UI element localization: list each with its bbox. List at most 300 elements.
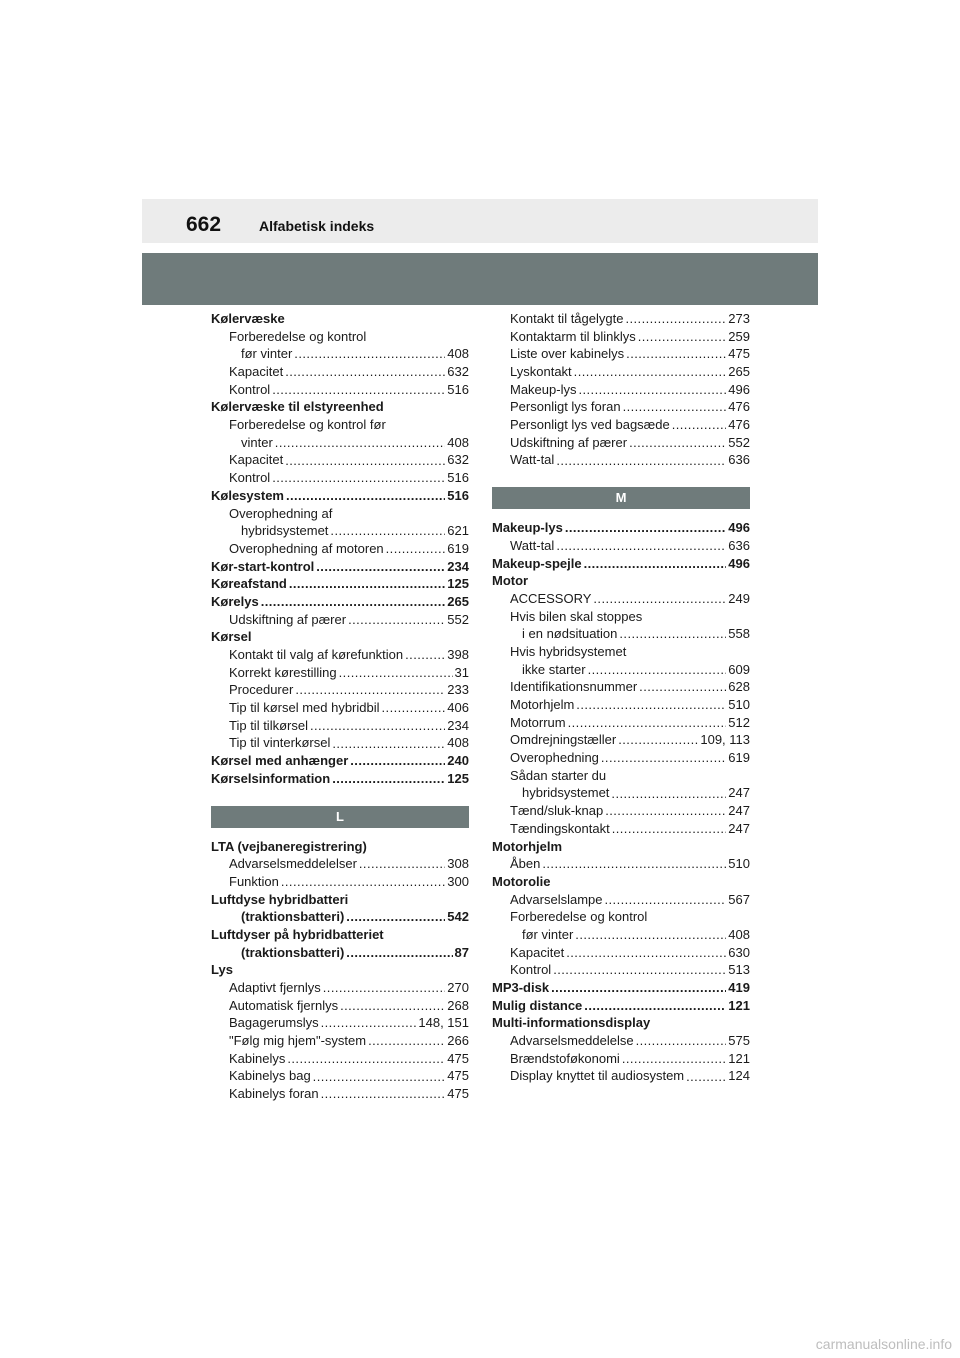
- index-entry-page: 475: [447, 1068, 469, 1084]
- index-entry-page: 234: [447, 558, 469, 574]
- index-entry-label: Liste over kabinelys: [510, 346, 625, 362]
- index-entry-label: Kørselsinformation: [211, 770, 331, 786]
- dot-leader: [575, 926, 726, 944]
- index-entry: [492, 1032, 750, 1050]
- dot-leader: [386, 540, 446, 558]
- index-entry-label: Hvis bilen skal stoppes: [510, 608, 643, 624]
- index-entry-page: 496: [728, 381, 750, 397]
- dot-leader: [686, 1068, 726, 1086]
- index-entry: [492, 519, 750, 537]
- index-entry: [492, 572, 750, 590]
- index-entry: [211, 770, 469, 788]
- index-entry: [492, 802, 750, 820]
- index-entry-label: Bagagerumslys: [229, 1015, 319, 1031]
- index-entry-label: Åben: [510, 856, 541, 872]
- dot-leader: [368, 1032, 445, 1050]
- index-entry-page: 567: [728, 891, 750, 907]
- dot-leader: [323, 979, 446, 997]
- index-entry-label: Kontrol: [229, 470, 271, 486]
- index-entry: [492, 310, 750, 328]
- index-entry: [492, 416, 750, 434]
- index-entry: [492, 345, 750, 363]
- index-entry-label: Kontaktarm til blinklys: [510, 328, 636, 344]
- dot-leader: [382, 699, 446, 717]
- index-entry-page: 512: [728, 714, 750, 730]
- index-entry-label: Kontakt til valg af kørefunktion: [229, 647, 404, 663]
- index-entry: [492, 1068, 750, 1086]
- index-entry: [211, 505, 469, 523]
- index-entry-label: Advarselslampe: [510, 891, 603, 907]
- index-entry-label: før vinter: [241, 346, 293, 362]
- index-entry-page: 398: [447, 647, 469, 663]
- dot-leader: [332, 735, 445, 753]
- index-entry: [211, 522, 469, 540]
- dot-leader: [578, 381, 726, 399]
- index-entry-label: Kontrol: [510, 962, 552, 978]
- index-entry-label: Advarselsmeddelelser: [229, 856, 357, 872]
- index-entry-label: hybridsystemet: [522, 785, 610, 801]
- index-entry-label: LTA (vejbaneregistrering): [211, 838, 367, 854]
- index-entry-label: Tip til vinterkørsel: [229, 735, 331, 751]
- dot-leader: [287, 1050, 445, 1068]
- index-entry-label: Personligt lys foran: [510, 399, 621, 415]
- index-entry-page: 408: [447, 735, 469, 751]
- index-entry: [211, 1014, 469, 1032]
- dot-leader: [285, 452, 445, 470]
- index-entry: [492, 381, 750, 399]
- index-entry-label: Motorhjelm: [510, 697, 575, 713]
- dot-leader: [611, 785, 726, 803]
- index-entry-label: Kabinelys foran: [229, 1086, 319, 1102]
- index-entry-page: 87: [454, 944, 469, 960]
- dot-leader: [272, 469, 445, 487]
- index-entry-page: 125: [447, 770, 469, 786]
- index-entry-label: ikke starter: [522, 661, 586, 677]
- index-entry-label: Køreafstand: [211, 576, 287, 592]
- index-entry-page: 240: [447, 753, 469, 769]
- index-entry-label: Watt-tal: [510, 452, 555, 468]
- index-entry-label: Watt-tal: [510, 537, 555, 553]
- index-column-right: [492, 310, 750, 1085]
- index-entry: [492, 398, 750, 416]
- index-entry-page: 609: [728, 661, 750, 677]
- dot-leader: [574, 363, 727, 381]
- index-entry-label: vinter: [241, 434, 273, 450]
- dot-leader: [340, 997, 445, 1015]
- index-entry: [492, 785, 750, 803]
- dot-leader: [588, 661, 727, 679]
- index-entry-page: 516: [447, 470, 469, 486]
- index-entry-label: Tip til tilkørsel: [229, 717, 308, 733]
- dot-leader: [348, 611, 445, 629]
- index-entry-page: 542: [447, 909, 469, 925]
- index-entry-label: Personligt lys ved bagsæde: [510, 417, 670, 433]
- index-entry: [211, 328, 469, 346]
- index-entry: [492, 1014, 750, 1032]
- index-entry-label: Omdrejningstæller: [510, 732, 617, 748]
- index-entry-label: Forberedelse og kontrol: [229, 328, 367, 344]
- index-entry: [211, 469, 469, 487]
- index-entry-page: 268: [447, 997, 469, 1013]
- index-entry: [211, 961, 469, 979]
- index-entry-label: Udskiftning af pærer: [510, 434, 628, 450]
- index-entry-label: Lys: [211, 962, 233, 978]
- index-entry-label: Kapacitet: [229, 452, 284, 468]
- page-header-title: Alfabetisk indeks: [259, 218, 375, 234]
- dot-leader: [556, 537, 726, 555]
- index-entry-page: 270: [447, 980, 469, 996]
- index-entry-label: Motor: [492, 573, 529, 589]
- section-header-l: L: [211, 806, 469, 828]
- index-entry: [492, 749, 750, 767]
- dot-leader: [566, 944, 726, 962]
- index-entry-label: Identifikationsnummer: [510, 679, 638, 695]
- index-entry: [211, 646, 469, 664]
- index-entry-page: 121: [728, 1050, 750, 1066]
- index-entry: [211, 873, 469, 891]
- index-entry-page: 575: [728, 1033, 750, 1049]
- index-entry: [492, 855, 750, 873]
- index-entry-label: Motorolie: [492, 873, 551, 889]
- dot-leader: [272, 381, 445, 399]
- index-entry-label: Tændingskontakt: [510, 820, 610, 836]
- index-entry: [492, 961, 750, 979]
- index-entry: [211, 664, 469, 682]
- dot-leader: [313, 1068, 446, 1086]
- dot-leader: [542, 855, 726, 873]
- index-entry-label: Hvis hybridsystemet: [510, 643, 627, 659]
- index-entry-page: 234: [447, 717, 469, 733]
- index-entry: [211, 926, 469, 944]
- dot-leader: [261, 593, 446, 611]
- index-entry-label: (traktionsbatteri): [241, 944, 345, 960]
- index-entry-page: 619: [447, 540, 469, 556]
- dot-leader: [339, 664, 453, 682]
- index-entry-label: Display knyttet til audiosystem: [510, 1068, 685, 1084]
- index-entry-label: Advarselsmeddelelse: [510, 1033, 634, 1049]
- index-entry-label: MP3-disk: [492, 980, 550, 996]
- index-entry-label: Kapacitet: [229, 364, 284, 380]
- dot-leader: [281, 873, 445, 891]
- dot-leader: [289, 575, 445, 593]
- index-entry-label: Motorhjelm: [492, 838, 563, 854]
- index-entry-label: Makeup-spejle: [492, 555, 582, 571]
- index-entry-page: 636: [728, 537, 750, 553]
- dot-leader: [553, 961, 726, 979]
- index-entry-label: Brændstoføkonomi: [510, 1050, 620, 1066]
- index-entry-label: Automatisk fjernlys: [229, 997, 339, 1013]
- dot-leader: [330, 522, 445, 540]
- index-entry: [211, 628, 469, 646]
- index-entry: [492, 944, 750, 962]
- index-entry-label: Luftdyser på hybridbatteriet: [211, 926, 384, 942]
- index-entry-label: Motorrum: [510, 714, 566, 730]
- index-entry-label: Multi-informationsdisplay: [492, 1015, 651, 1031]
- index-entry-label: Forberedelse og kontrol før: [229, 417, 386, 433]
- index-entry-label: Kølervæske: [211, 310, 285, 326]
- header-band: [142, 199, 818, 243]
- index-entry-page: 408: [728, 926, 750, 942]
- index-entry: [492, 767, 750, 785]
- dot-leader: [619, 625, 726, 643]
- index-entry: [211, 891, 469, 909]
- index-entry: [211, 398, 469, 416]
- dot-leader: [565, 519, 726, 537]
- index-entry: [211, 855, 469, 873]
- index-entry-page: 476: [728, 417, 750, 433]
- index-entry-label: Overophedning af motoren: [229, 540, 384, 556]
- dot-leader: [359, 855, 445, 873]
- dot-leader: [601, 749, 726, 767]
- index-entry: [492, 838, 750, 856]
- index-entry: [211, 345, 469, 363]
- index-entry: [492, 997, 750, 1015]
- entries-l: [211, 838, 469, 1103]
- index-entry-label: Korrekt kørestilling: [229, 664, 337, 680]
- dot-leader: [556, 452, 726, 470]
- index-entry: [492, 873, 750, 891]
- index-entry-label: Forberedelse og kontrol: [510, 909, 648, 925]
- index-entry-page: 148, 151: [418, 1015, 469, 1031]
- index-entry-label: "Følg mig hjem"-system: [229, 1033, 367, 1049]
- index-entry-label: ACCESSORY: [510, 590, 592, 606]
- index-entry: [211, 1068, 469, 1086]
- index-entry-page: 247: [728, 820, 750, 836]
- index-entry: [492, 661, 750, 679]
- index-entry-page: 552: [728, 434, 750, 450]
- dot-leader: [285, 363, 445, 381]
- dot-leader: [350, 752, 445, 770]
- index-entry-page: 475: [728, 346, 750, 362]
- dot-leader: [629, 434, 726, 452]
- index-entry-label: Kølervæske til elstyreenhed: [211, 399, 384, 415]
- index-entry-page: 476: [728, 399, 750, 415]
- index-entry-label: Overophedning af: [229, 505, 333, 521]
- index-entry-page: 408: [447, 346, 469, 362]
- index-entry-page: 558: [728, 626, 750, 642]
- index-entry-label: i en nødsituation: [522, 626, 618, 642]
- index-entry: [492, 731, 750, 749]
- index-entry: [492, 1050, 750, 1068]
- index-entry-page: 632: [447, 364, 469, 380]
- index-entry-label: Mulig distance: [492, 997, 583, 1013]
- index-entry: [211, 752, 469, 770]
- index-entry: [492, 608, 750, 626]
- index-entry-label: Kabinelys bag: [229, 1068, 311, 1084]
- index-entry-page: 31: [454, 664, 469, 680]
- index-entry-page: 308: [447, 856, 469, 872]
- index-entry: [492, 434, 750, 452]
- dot-leader: [332, 770, 445, 788]
- section-header-m: M: [492, 487, 750, 509]
- index-entry: [492, 643, 750, 661]
- index-entry: [492, 926, 750, 944]
- index-entry-page: 628: [728, 679, 750, 695]
- entries-k: [211, 310, 469, 788]
- index-entry-page: 510: [728, 697, 750, 713]
- dot-leader: [638, 328, 727, 346]
- index-entry-page: 247: [728, 785, 750, 801]
- index-entry: [492, 696, 750, 714]
- index-entry-page: 125: [447, 576, 469, 592]
- index-entry-label: Luftdyse hybridbatteri: [211, 891, 349, 907]
- index-entry-page: 475: [447, 1086, 469, 1102]
- index-entry-page: 619: [728, 750, 750, 766]
- index-entry-page: 406: [447, 700, 469, 716]
- dot-leader: [636, 1032, 727, 1050]
- dot-leader: [625, 310, 726, 328]
- index-entry: [492, 328, 750, 346]
- index-entry-label: Kontrol: [229, 381, 271, 397]
- index-entry-page: 475: [447, 1050, 469, 1066]
- index-entry-label: før vinter: [522, 926, 574, 942]
- dot-leader: [593, 590, 726, 608]
- index-entry: [492, 678, 750, 696]
- index-entry: [211, 416, 469, 434]
- dot-leader: [405, 646, 445, 664]
- dot-leader: [626, 345, 726, 363]
- index-entry: [211, 540, 469, 558]
- index-entry: [211, 997, 469, 1015]
- index-entry-page: 496: [728, 555, 750, 571]
- index-entry: [211, 681, 469, 699]
- index-entry-page: 516: [447, 487, 469, 503]
- index-entry-label: Kørsel: [211, 629, 252, 645]
- index-entry-page: 510: [728, 856, 750, 872]
- index-entry: [211, 944, 469, 962]
- dot-leader: [576, 696, 726, 714]
- dot-leader: [612, 820, 727, 838]
- index-entry-page: 632: [447, 452, 469, 468]
- entries-l-continued: [492, 310, 750, 469]
- index-entry-label: Lyskontakt: [510, 364, 572, 380]
- index-entry-label: Kør-start-kontrol: [211, 558, 315, 574]
- index-entry-page: 300: [447, 873, 469, 889]
- index-entry-page: 259: [728, 328, 750, 344]
- index-entry-label: Overophedning: [510, 750, 599, 766]
- index-entry-page: 121: [728, 997, 750, 1013]
- index-entry-page: 265: [728, 364, 750, 380]
- index-entry-page: 273: [728, 310, 750, 326]
- index-entry-page: 516: [447, 381, 469, 397]
- page-number: 662: [186, 213, 222, 236]
- index-entry-page: 265: [447, 593, 469, 609]
- dot-leader: [568, 714, 727, 732]
- dot-leader: [295, 681, 445, 699]
- index-entry-label: Udskiftning af pærer: [229, 611, 347, 627]
- entries-m: [492, 519, 750, 1085]
- index-entry: [211, 1032, 469, 1050]
- index-entry: [211, 381, 469, 399]
- dot-leader: [346, 944, 452, 962]
- index-entry: [211, 908, 469, 926]
- dot-leader: [310, 717, 445, 735]
- index-entry: [211, 1050, 469, 1068]
- dot-leader: [275, 434, 446, 452]
- index-entry: [492, 891, 750, 909]
- dot-leader: [623, 398, 727, 416]
- dot-leader: [294, 345, 445, 363]
- index-entry-page: 266: [447, 1033, 469, 1049]
- dot-leader: [605, 891, 727, 909]
- index-entry: [492, 363, 750, 381]
- index-entry-label: Tænd/sluk-knap: [510, 803, 604, 819]
- index-entry: [492, 555, 750, 573]
- dot-leader: [622, 1050, 726, 1068]
- index-entry: [211, 558, 469, 576]
- index-entry-label: Kørelys: [211, 593, 259, 609]
- index-entry: [492, 714, 750, 732]
- dot-leader: [618, 731, 698, 749]
- index-entry-label: (traktionsbatteri): [241, 909, 345, 925]
- dot-leader: [286, 487, 445, 505]
- dot-leader: [639, 678, 726, 696]
- index-entry-label: Tip til kørsel med hybridbil: [229, 700, 380, 716]
- index-entry-label: Sådan starter du: [510, 767, 607, 783]
- index-entry: [492, 908, 750, 926]
- index-entry: [211, 611, 469, 629]
- index-entry-page: 496: [728, 520, 750, 536]
- index-entry-page: 124: [728, 1068, 750, 1084]
- index-entry: [211, 363, 469, 381]
- index-entry: [211, 593, 469, 611]
- dot-leader: [316, 558, 445, 576]
- index-entry-page: 247: [728, 803, 750, 819]
- index-entry-page: 109, 113: [700, 732, 750, 748]
- index-entry-page: 233: [447, 682, 469, 698]
- watermark: carmanualsonline.info: [815, 1336, 952, 1352]
- index-entry: [492, 537, 750, 555]
- index-entry: [211, 310, 469, 328]
- index-entry: [211, 1085, 469, 1103]
- index-entry: [492, 452, 750, 470]
- index-entry: [492, 625, 750, 643]
- index-entry: [492, 590, 750, 608]
- index-entry: [211, 838, 469, 856]
- index-entry: [211, 487, 469, 505]
- index-entry-page: 621: [447, 523, 469, 539]
- index-entry: [211, 699, 469, 717]
- dot-leader: [551, 979, 726, 997]
- dot-leader: [346, 908, 445, 926]
- dot-leader: [605, 802, 726, 820]
- index-entry-label: Kabinelys: [229, 1050, 286, 1066]
- index-entry: [492, 820, 750, 838]
- index-entry: [211, 434, 469, 452]
- index-entry-label: Kørsel med anhænger: [211, 753, 349, 769]
- dot-leader: [321, 1085, 446, 1103]
- index-entry-page: 249: [728, 590, 750, 606]
- index-column-left: [211, 310, 469, 1103]
- index-entry-label: Makeup-lys: [492, 520, 563, 536]
- index-entry-page: 630: [728, 944, 750, 960]
- header-gray-band: [142, 253, 818, 305]
- index-entry-label: Kontakt til tågelygte: [510, 310, 624, 326]
- dot-leader: [672, 416, 727, 434]
- index-entry-page: 419: [728, 980, 750, 996]
- index-entry-page: 513: [728, 962, 750, 978]
- dot-leader: [321, 1014, 417, 1032]
- index-entry-label: Makeup-lys: [510, 381, 577, 397]
- index-entry-page: 552: [447, 611, 469, 627]
- index-entry: [211, 735, 469, 753]
- index-entry-label: hybridsystemet: [241, 523, 329, 539]
- index-entry-page: 636: [728, 452, 750, 468]
- index-entry-label: Adaptivt fjernlys: [229, 980, 321, 996]
- index-entry-label: Funktion: [229, 873, 279, 889]
- index-entry-label: Kølesystem: [211, 487, 284, 503]
- dot-leader: [584, 997, 726, 1015]
